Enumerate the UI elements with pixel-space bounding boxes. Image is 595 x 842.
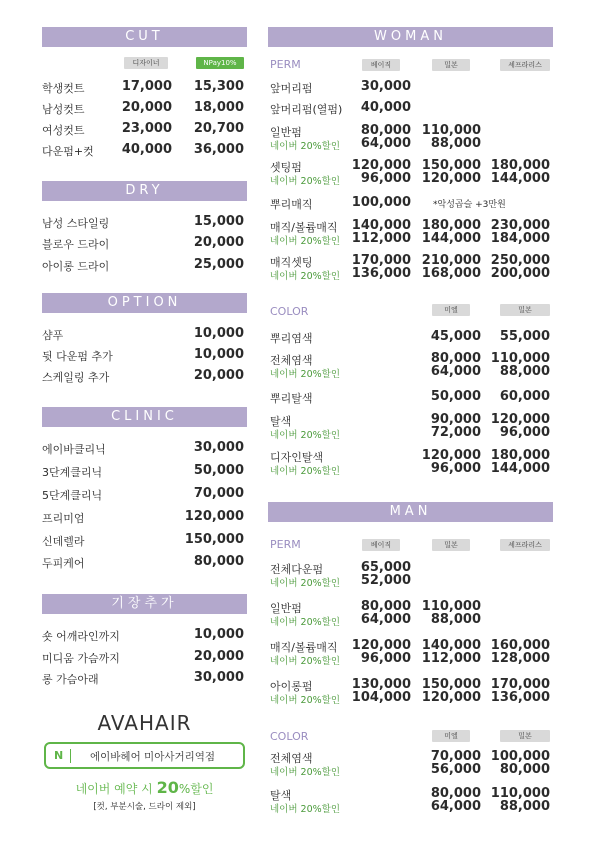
naver-discount-price: 136,000 (490, 690, 550, 705)
menu-item-price: 70,000 (430, 749, 481, 764)
menu-item-name: 셋팅펌 (270, 161, 302, 174)
menu-item-price: 80,000 (360, 599, 411, 614)
cut-item-npay-price: 18,000 (193, 100, 244, 115)
naver-discount-price: 52,000 (360, 573, 411, 588)
menu-item-price: 180,000 (490, 448, 550, 463)
naver-discount-price: 64,000 (360, 136, 411, 151)
naver-discount-price: 96,000 (499, 425, 550, 440)
menu-item-name: 뿌리염색 (270, 332, 313, 345)
naver-discount-price: 88,000 (430, 136, 481, 151)
naver-discount-label: 네이버 20%할인 (270, 578, 341, 589)
menu-item-name: 전체다운펌 (270, 563, 324, 576)
menu-item-price: 110,000 (421, 123, 481, 138)
naver-shop-button[interactable] (44, 742, 245, 769)
menu-item-price: 80,000 (360, 123, 411, 138)
promo-text-c: %할인 (178, 782, 214, 796)
menu-item-name: 일반펌 (270, 602, 302, 615)
dry-item-price: 20,000 (193, 235, 244, 250)
menu-item-price: 120,000 (351, 638, 411, 653)
naver-discount-price: 120,000 (421, 690, 481, 705)
menu-item-name: 매직/볼륨매직 (270, 221, 338, 234)
naver-discount-label: 네이버 20%할인 (270, 617, 341, 628)
naver-discount-price: 88,000 (430, 612, 481, 627)
naver-discount-price: 96,000 (360, 651, 411, 666)
naver-discount-price: 128,000 (490, 651, 550, 666)
menu-item-price: 45,000 (430, 329, 481, 344)
naver-discount-price: 144,000 (490, 171, 550, 186)
menu-item-price: 140,000 (351, 218, 411, 233)
menu-item-name: 뿌리매직 (270, 198, 313, 211)
length-item-name: 롱 가슴아래 (42, 673, 99, 686)
menu-item-price: 150,000 (421, 158, 481, 173)
option-item-name: 샴푸 (42, 329, 64, 342)
clinic-item-name: 두피케어 (42, 557, 85, 570)
naver-discount-price: 144,000 (490, 461, 550, 476)
menu-item-name: 매직셋팅 (270, 256, 313, 269)
option-item-price: 10,000 (193, 347, 244, 362)
cut-item-name: 학생컷트 (42, 82, 85, 95)
naver-discount-price: 112,000 (351, 231, 411, 246)
menu-item-price: 110,000 (490, 786, 550, 801)
woman-perm-col-1: 베이직 (362, 59, 400, 71)
naver-discount-price: 96,000 (360, 171, 411, 186)
clinic-item-price: 50,000 (193, 463, 244, 478)
naver-discount-price: 144,000 (421, 231, 481, 246)
menu-item-name: 뿌리탈색 (270, 392, 313, 405)
clinic-item-price: 120,000 (184, 509, 244, 524)
menu-item-price: 60,000 (499, 389, 550, 404)
clinic-item-price: 150,000 (184, 532, 244, 547)
length-item-name: 숏 어깨라인까지 (42, 630, 120, 643)
naver-discount-label: 네이버 20%할인 (270, 656, 341, 667)
length-item-name: 미디움 가슴까지 (42, 652, 120, 665)
dry-item-price: 25,000 (193, 257, 244, 272)
menu-item-price: 170,000 (351, 253, 411, 268)
menu-item-note: *악성곱슬 +3만원 (433, 200, 506, 210)
man-header: MAN (268, 502, 553, 522)
cut-item-price: 23,000 (121, 121, 172, 136)
menu-item-price: 120,000 (351, 158, 411, 173)
man-perm-col-3: 셰프라리스 (500, 539, 550, 551)
cut-col-designer: 디자이너 (124, 57, 168, 69)
woman-perm-title: PERM (270, 58, 301, 71)
clinic-item-name: 3단계클리닉 (42, 466, 103, 479)
length-item-price: 10,000 (193, 627, 244, 642)
menu-item-name: 탈색 (270, 789, 292, 802)
menu-item-name: 앞머리펌 (270, 82, 313, 95)
man-color-col-1: 미엘 (432, 730, 470, 742)
naver-discount-label: 네이버 20%할인 (270, 271, 341, 282)
ava-logo: AVAHAIR (97, 711, 192, 735)
cut-item-price: 17,000 (121, 79, 172, 94)
menu-item-name: 전체염색 (270, 354, 313, 367)
length-item-price: 20,000 (193, 649, 244, 664)
naver-discount-price: 184,000 (490, 231, 550, 246)
menu-item-name: 디자인탈색 (270, 451, 324, 464)
menu-item-price: 110,000 (421, 599, 481, 614)
woman-color-title: COLOR (270, 305, 309, 318)
man-perm-col-2: 밀본 (432, 539, 470, 551)
menu-item-name: 앞머리펌(열펌) (270, 103, 343, 116)
cut-item-price: 20,000 (121, 100, 172, 115)
length-header: 기장추가 (42, 594, 247, 614)
cut-item-name: 남성컷트 (42, 103, 85, 116)
menu-item-price: 100,000 (490, 749, 550, 764)
clinic-item-price: 70,000 (193, 486, 244, 501)
menu-item-price: 80,000 (430, 786, 481, 801)
clinic-header: CLINIC (42, 407, 247, 427)
menu-item-price: 140,000 (421, 638, 481, 653)
woman-perm-col-3: 셰프라리스 (500, 59, 550, 71)
divider (70, 749, 71, 763)
naver-discount-label: 네이버 20%할인 (270, 804, 341, 815)
clinic-item-name: 신데렐라 (42, 535, 85, 548)
naver-discount-price: 88,000 (499, 799, 550, 814)
menu-item-price: 100,000 (351, 195, 411, 210)
menu-item-name: 전체염색 (270, 752, 313, 765)
cut-item-name: 여성컷트 (42, 124, 85, 137)
naver-discount-label: 네이버 20%할인 (270, 695, 341, 706)
dry-item-name: 블로우 드라이 (42, 238, 110, 251)
dry-item-name: 아이롱 드라이 (42, 260, 110, 273)
naver-discount-price: 64,000 (430, 799, 481, 814)
man-perm-title: PERM (270, 538, 301, 551)
menu-item-price: 40,000 (360, 100, 411, 115)
dry-header: DRY (42, 181, 247, 201)
menu-item-price: 230,000 (490, 218, 550, 233)
option-item-name: 스케일링 추가 (42, 371, 110, 384)
menu-item-price: 250,000 (490, 253, 550, 268)
menu-item-name: 일반펌 (270, 126, 302, 139)
menu-item-price: 80,000 (430, 351, 481, 366)
woman-color-col-1: 미엘 (432, 304, 470, 316)
promo-rate: 20 (156, 778, 179, 797)
naver-discount-label: 네이버 20%할인 (270, 236, 341, 247)
menu-item-name: 매직/볼륨매직 (270, 641, 338, 654)
cut-item-npay-price: 15,300 (193, 79, 244, 94)
cut-col-npay: NPay10% (196, 57, 244, 69)
clinic-item-name: 에이바클리닉 (42, 443, 106, 456)
menu-item-price: 180,000 (421, 218, 481, 233)
option-item-name: 뒷 다운펌 추가 (42, 350, 113, 363)
menu-item-price: 65,000 (360, 560, 411, 575)
naver-discount-label: 네이버 20%할인 (270, 369, 341, 380)
naver-promo (42, 778, 247, 797)
promo-note: [컷, 부분시술, 드라이 제외] (93, 802, 196, 812)
menu-item-price: 30,000 (360, 79, 411, 94)
naver-discount-label: 네이버 20%할인 (270, 176, 341, 187)
menu-item-price: 170,000 (490, 677, 550, 692)
naver-discount-price: 112,000 (421, 651, 481, 666)
dry-item-name: 남성 스타일링 (42, 217, 110, 230)
naver-discount-price: 200,000 (490, 266, 550, 281)
man-perm-col-1: 베이직 (362, 539, 400, 551)
length-item-price: 30,000 (193, 670, 244, 685)
cut-item-name: 다운펌+컷 (42, 145, 94, 158)
clinic-item-price: 30,000 (193, 440, 244, 455)
menu-item-price: 110,000 (490, 351, 550, 366)
cut-item-npay-price: 36,000 (193, 142, 244, 157)
naver-discount-price: 72,000 (430, 425, 481, 440)
woman-header: WOMAN (268, 27, 553, 47)
naver-discount-label: 네이버 20%할인 (270, 141, 341, 152)
menu-item-price: 55,000 (499, 329, 550, 344)
clinic-item-name: 프리미엄 (42, 512, 85, 525)
naver-discount-price: 80,000 (499, 762, 550, 777)
cut-item-price: 40,000 (121, 142, 172, 157)
clinic-item-price: 80,000 (193, 554, 244, 569)
clinic-item-name: 5단계클리닉 (42, 489, 103, 502)
dry-item-price: 15,000 (193, 214, 244, 229)
naver-n-icon: N (54, 749, 64, 762)
naver-discount-price: 88,000 (499, 364, 550, 379)
naver-discount-price: 96,000 (430, 461, 481, 476)
menu-item-name: 탈색 (270, 415, 292, 428)
menu-item-price: 120,000 (421, 448, 481, 463)
option-item-price: 20,000 (193, 368, 244, 383)
naver-discount-price: 136,000 (351, 266, 411, 281)
menu-item-price: 160,000 (490, 638, 550, 653)
man-color-title: COLOR (270, 730, 309, 743)
naver-discount-label: 네이버 20%할인 (270, 767, 341, 778)
menu-item-price: 180,000 (490, 158, 550, 173)
naver-discount-label: 네이버 20%할인 (270, 430, 341, 441)
cut-item-npay-price: 20,700 (193, 121, 244, 136)
menu-item-price: 90,000 (430, 412, 481, 427)
menu-item-price: 210,000 (421, 253, 481, 268)
naver-discount-price: 120,000 (421, 171, 481, 186)
naver-discount-price: 56,000 (430, 762, 481, 777)
woman-color-col-2: 밀본 (500, 304, 550, 316)
naver-discount-price: 104,000 (351, 690, 411, 705)
naver-discount-price: 168,000 (421, 266, 481, 281)
man-color-col-2: 밀본 (500, 730, 550, 742)
woman-perm-col-2: 밀본 (432, 59, 470, 71)
menu-item-price: 120,000 (490, 412, 550, 427)
shop-name: 에이바헤어 미아사거리역점 (90, 751, 216, 763)
naver-discount-price: 64,000 (430, 364, 481, 379)
menu-item-price: 150,000 (421, 677, 481, 692)
menu-item-name: 아이롱펌 (270, 680, 313, 693)
option-header: OPTION (42, 293, 247, 313)
option-item-price: 10,000 (193, 326, 244, 341)
promo-text-a: 네이버 예약 시 (75, 782, 157, 796)
menu-item-price: 50,000 (430, 389, 481, 404)
cut-header: CUT (42, 27, 247, 47)
naver-discount-price: 64,000 (360, 612, 411, 627)
naver-discount-label: 네이버 20%할인 (270, 466, 341, 477)
menu-item-price: 130,000 (351, 677, 411, 692)
